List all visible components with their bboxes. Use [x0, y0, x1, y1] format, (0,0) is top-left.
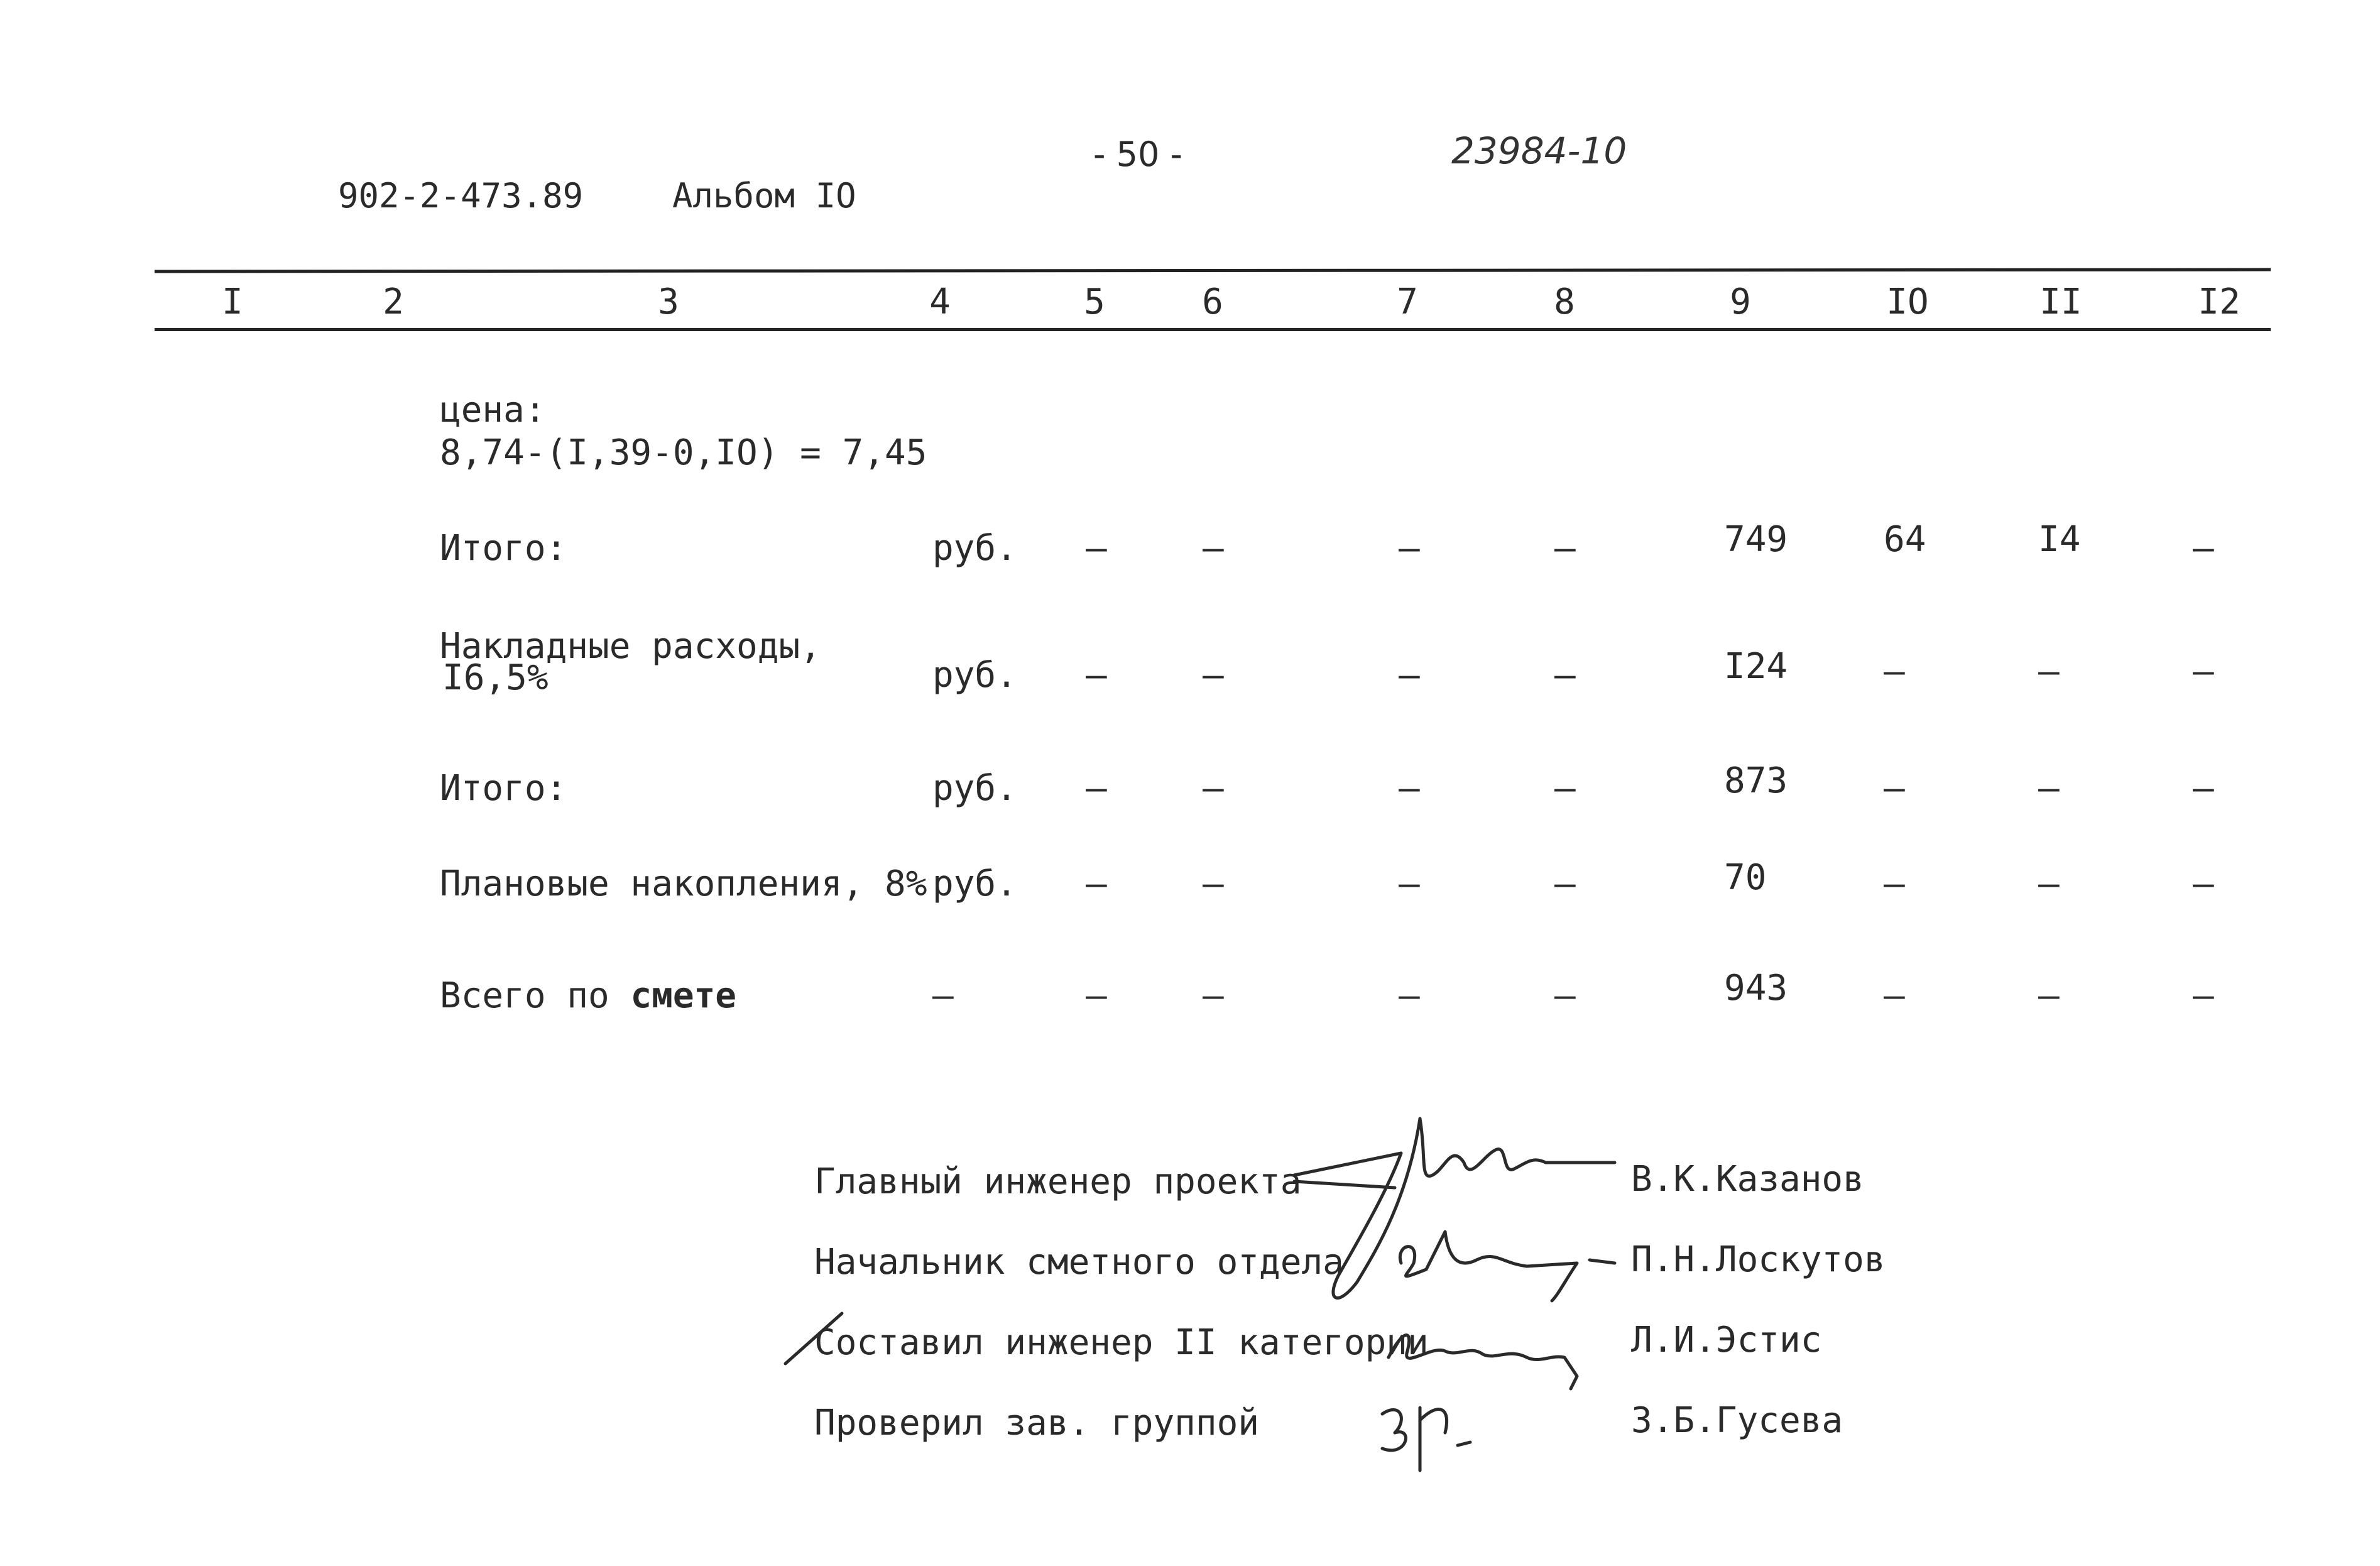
- col8-cell: –: [1554, 528, 1576, 569]
- column-number-4: 4: [929, 282, 951, 322]
- col8-cell: –: [1554, 655, 1576, 696]
- row-description-part: Всего по: [440, 975, 631, 1016]
- row-description: Плановые накопления, 8%: [440, 863, 927, 904]
- col11-cell: –: [2038, 651, 2060, 692]
- col10-cell: –: [1884, 651, 1905, 692]
- row-description: Итого:: [440, 528, 567, 569]
- col11-cell: I4: [2038, 519, 2081, 560]
- col12-cell: –: [2193, 863, 2214, 904]
- col9-cell: 943: [1724, 968, 1788, 1009]
- signature-name-compiler: Л.И.Эстис: [1631, 1320, 1822, 1361]
- col5-cell: –: [1086, 975, 1107, 1016]
- col6-cell: –: [1203, 528, 1224, 569]
- col12-cell: –: [2193, 975, 2214, 1016]
- col8-cell: –: [1554, 863, 1576, 904]
- col7-cell: –: [1399, 768, 1420, 809]
- table-header-bottom-rule: [155, 328, 2271, 331]
- unit-cell: руб.: [932, 655, 1017, 696]
- col6-cell: –: [1203, 863, 1224, 904]
- col7-cell: –: [1399, 863, 1420, 904]
- column-number-7: 7: [1397, 282, 1418, 322]
- handwritten-document-number: 23984-10: [1451, 129, 1627, 172]
- col10-cell: 64: [1884, 519, 1926, 560]
- col11-cell: –: [2038, 863, 2060, 904]
- table-top-rule: [155, 268, 2271, 273]
- col9-cell: 70: [1724, 857, 1767, 898]
- signature-role-estimate-head: Начальник сметного отдела: [814, 1242, 1344, 1283]
- row-description-bold-part: смете: [630, 975, 737, 1016]
- row-description: [440, 975, 736, 1016]
- col6-cell: –: [1203, 768, 1224, 809]
- signature-checker-stroke: [1382, 1408, 1470, 1470]
- col12-cell: –: [2193, 768, 2214, 809]
- unit-cell: руб.: [932, 768, 1017, 809]
- col7-cell: –: [1399, 655, 1420, 696]
- signature-estimate-head-stroke: [1400, 1232, 1615, 1301]
- margin-slash-mark: [785, 1313, 842, 1364]
- col11-cell: –: [2038, 975, 2060, 1016]
- price-formula: 8,74-(I,39-0,IO) = 7,45: [440, 432, 927, 473]
- col10-cell: –: [1884, 768, 1905, 809]
- col10-cell: –: [1884, 863, 1905, 904]
- col12-cell: –: [2193, 651, 2214, 692]
- column-number-8: 8: [1554, 282, 1575, 322]
- signature-name-estimate-head: П.Н.Лоскутов: [1631, 1239, 1886, 1280]
- signature-role-compiler: Составил инженер II категории: [814, 1322, 1429, 1363]
- col6-cell: –: [1203, 975, 1224, 1016]
- col5-cell: –: [1086, 768, 1107, 809]
- signature-compiler-stroke: [1389, 1335, 1577, 1389]
- signature-role-checker: Проверил зав. группой: [814, 1403, 1260, 1443]
- album-label: Альбом IO: [672, 176, 856, 216]
- column-number-11: II: [2039, 282, 2082, 322]
- column-number-12: I2: [2198, 282, 2241, 322]
- signature-chief-engineer-stroke: [1294, 1119, 1615, 1298]
- column-number-6: 6: [1202, 282, 1223, 322]
- handwritten-signatures-drawing: [773, 1106, 1640, 1483]
- col12-cell: –: [2193, 528, 2214, 569]
- page-number: - 50 -: [1093, 134, 1183, 174]
- column-number-10: IO: [1886, 282, 1929, 322]
- unit-cell: руб.: [932, 528, 1017, 569]
- row-description-continued: I6,5%: [442, 657, 549, 698]
- col9-cell: 873: [1724, 760, 1788, 801]
- column-number-3: 3: [658, 282, 679, 322]
- column-number-1: I: [222, 282, 243, 322]
- column-number-2: 2: [383, 282, 404, 322]
- col5-cell: –: [1086, 528, 1107, 569]
- column-number-5: 5: [1084, 282, 1105, 322]
- signature-role-chief-engineer: Главный инженер проекта: [814, 1161, 1302, 1202]
- signature-chief-engineer-underline: [1294, 1181, 1395, 1188]
- col5-cell: –: [1086, 863, 1107, 904]
- document-code: 902-2-473.89: [338, 176, 584, 216]
- price-label: цена:: [440, 390, 546, 430]
- col6-cell: –: [1203, 655, 1224, 696]
- signature-name-chief-engineer: В.К.Казанов: [1631, 1159, 1864, 1200]
- col9-cell: 749: [1724, 519, 1788, 560]
- col10-cell: –: [1884, 975, 1905, 1016]
- col7-cell: –: [1399, 975, 1420, 1016]
- unit-cell: –: [932, 975, 954, 1016]
- unit-cell: руб.: [932, 863, 1017, 904]
- col8-cell: –: [1554, 768, 1576, 809]
- col11-cell: –: [2038, 768, 2060, 809]
- row-description: Накладные расходы,: [440, 626, 821, 667]
- signature-name-checker: З.Б.Гусева: [1631, 1400, 1843, 1441]
- row-description: Итого:: [440, 768, 567, 809]
- column-number-9: 9: [1730, 282, 1751, 322]
- col7-cell: –: [1399, 528, 1420, 569]
- col9-cell: I24: [1724, 646, 1788, 687]
- col8-cell: –: [1554, 975, 1576, 1016]
- col5-cell: –: [1086, 655, 1107, 696]
